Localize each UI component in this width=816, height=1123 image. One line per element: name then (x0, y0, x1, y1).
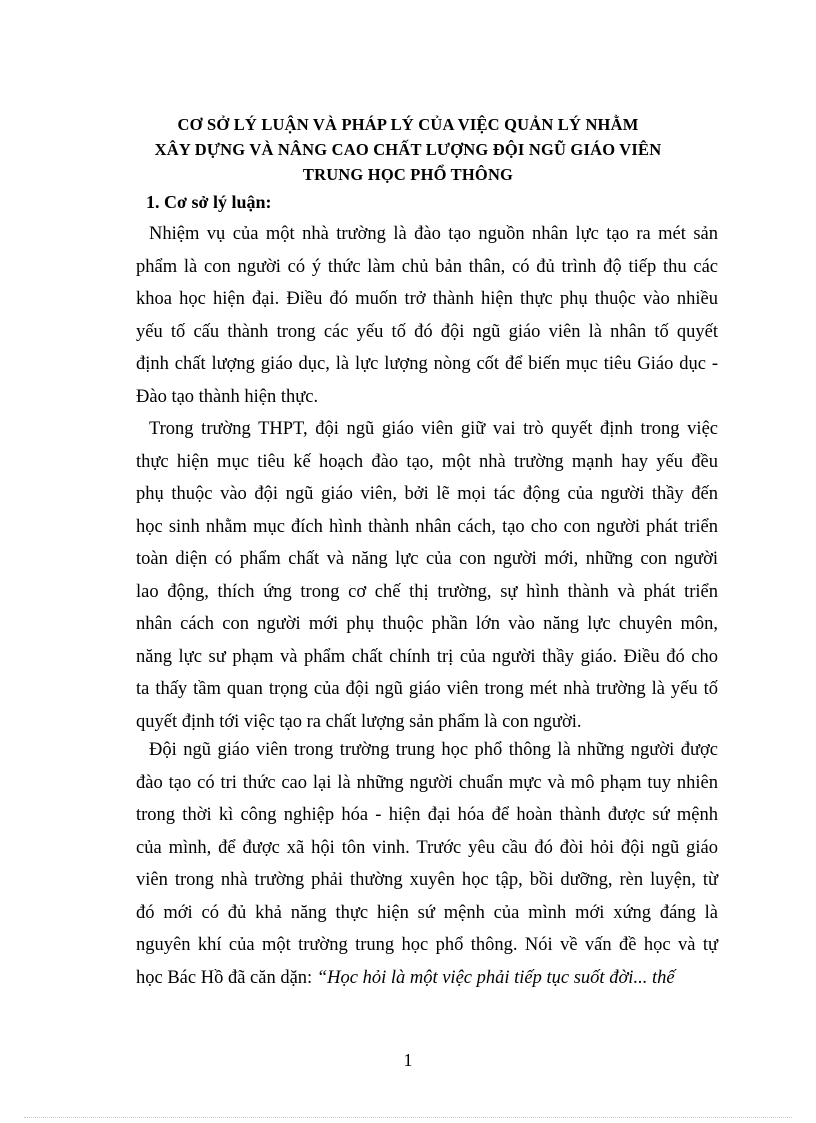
section-heading: 1. Cơ sở lý luận: (146, 192, 272, 212)
paragraph-line: đó mới có đủ khả năng thực hiện sứ mệnh của mình mới xứng đáng là (136, 902, 718, 923)
paragraph-last-line (136, 962, 718, 995)
paragraph-line: toàn diện có phẩm chất và năng lực của con người mới, những con người (136, 549, 718, 569)
paragraph-line: phẩm là con người có ý thức làm chủ bản thân, có đủ trình độ tiếp thu các (136, 256, 718, 277)
paragraph-line: nhân cách con người mới phụ thuộc phần lớn vào năng lực chuyên môn, (136, 614, 718, 634)
paragraph-line: yếu tố cấu thành trong các yếu tố đó đội ngũ giáo viên là nhân tố quyết (136, 321, 718, 342)
paragraph-line: khoa học hiện đại. Điều đó muốn trở thành hiện thực phụ thuộc vào nhiều (136, 289, 718, 309)
page-number: 1 (403, 1050, 413, 1070)
paragraph-line: trong thời kì công nghiệp hóa - hiện đại hóa để hoàn thành được sứ mệnh (136, 805, 718, 825)
paragraph-line: Nhiệm vụ của một nhà trường là đào tạo nguồn nhân lực tạo ra mét sản (149, 224, 718, 244)
paragraph-line: ta thấy tầm quan trọng của đội ngũ giáo viên trong mét nhà trường là yếu tố (136, 679, 718, 699)
paragraph-line: đào tạo có tri thức cao lại là những người chuẩn mực và mô phạm tuy nhiên (136, 772, 718, 793)
paragraph-line: Trong trường THPT, đội ngũ giáo viên giữ vai trò quyết định trong việc (149, 419, 718, 439)
paragraph-2 (136, 413, 718, 738)
paragraph-line: năng lực sư phạm và phẩm chất chính trị của người thầy giáo. Điều đó cho (136, 646, 718, 667)
paragraph-1 (136, 218, 718, 413)
paragraph-line: Đào tạo thành hiện thực. (136, 386, 319, 407)
document-title-line-3: TRUNG HỌC PHỔ THÔNG (302, 165, 514, 184)
document-title-line-1: CƠ SỞ LÝ LUẬN VÀ PHÁP LÝ CỦA VIỆC QUẢN LÝ NHẰM (177, 115, 639, 134)
paragraph-line: quyết định tới việc tạo ra chất lượng sản phẩm là con người. (136, 711, 582, 732)
paragraph-line: Đội ngũ giáo viên trong trường trung học phổ thông là những người được (149, 740, 718, 760)
document-title-line-2: XÂY DỰNG VÀ NÂNG CAO CHẤT LƯỢNG ĐỘI NGŨ GIÁO VIÊN (154, 140, 662, 159)
paragraph-line: nguyên khí của một trường trung học phổ thông. Nói về vấn đề học và tự (136, 935, 718, 955)
paragraph-line: học sinh nhằm mục đích hình thành nhân cách, tạo cho con người phát triển (136, 516, 718, 537)
page-bottom-border (24, 1117, 792, 1118)
paragraph-3 (136, 734, 718, 994)
paragraph-line: lao động, thích ứng trong cơ chế thị trường, sự hình thành và phát triển (136, 581, 718, 602)
quotation: “Học hỏi là một việc phải tiếp tục suốt đời... thế (316, 967, 675, 988)
paragraph-line: của mình, để được xã hội tôn vinh. Trước yêu cầu đó đòi hỏi đội ngũ giáo (136, 837, 718, 858)
paragraph-line: thực hiện mục tiêu kế hoạch đào tạo, một nhà trường mạnh hay yếu đều (136, 451, 718, 472)
paragraph-line: định chất lượng giáo dục, là lực lượng nòng cốt để biến mục tiêu Giáo dục - (136, 354, 718, 374)
paragraph-line: phụ thuộc vào đội ngũ giáo viên, bởi lẽ mọi tác động của người thầy đến (136, 484, 718, 504)
paragraph-line: viên trong nhà trường phải thường xuyên học tập, bồi dưỡng, rèn luyện, từ (136, 870, 718, 890)
paragraph-text: học Bác Hồ đã căn dặn: (136, 967, 317, 988)
